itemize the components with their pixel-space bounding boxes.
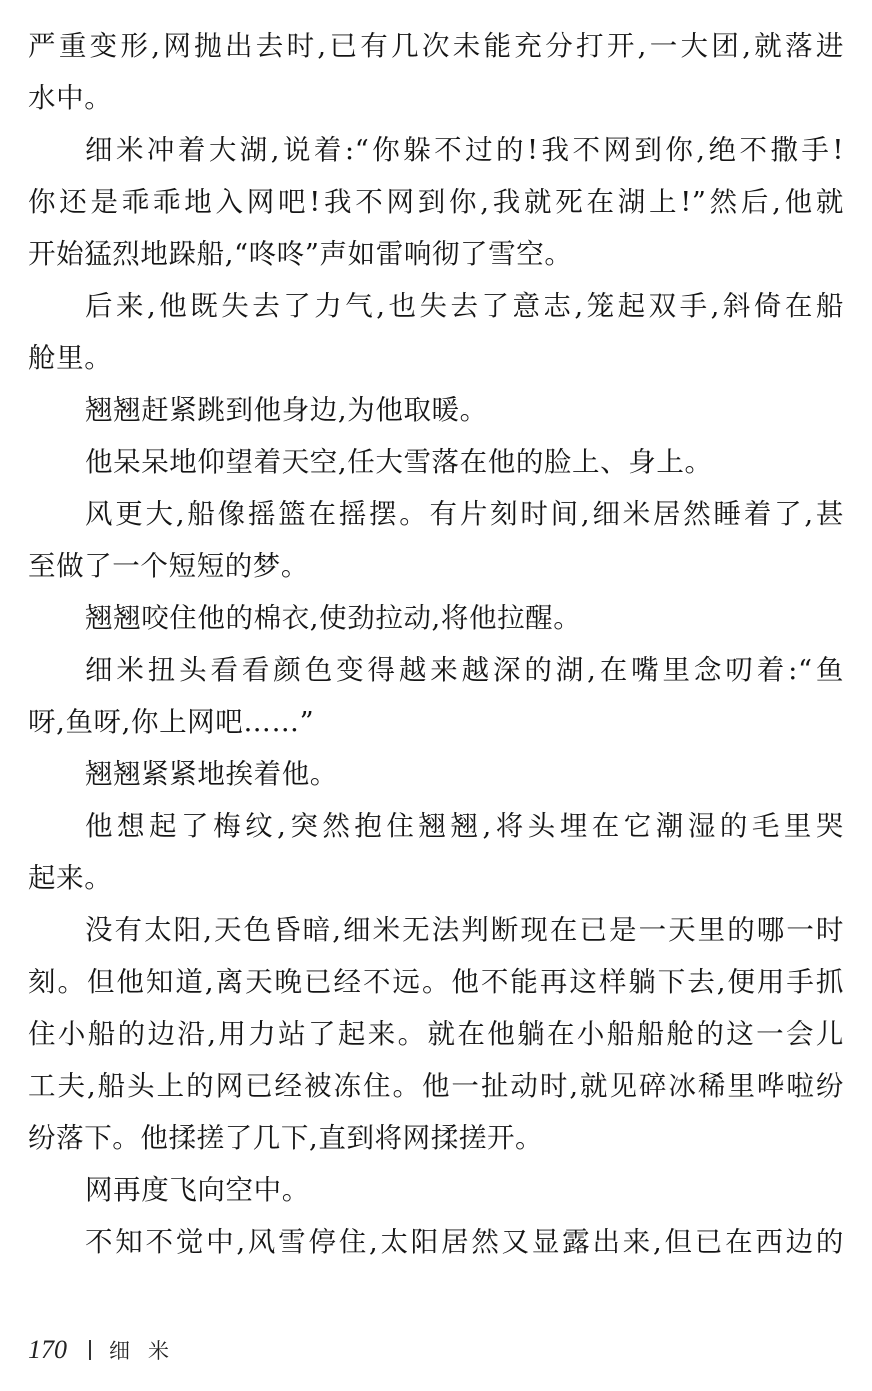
text-line: 住小船的边沿,用力站了起来。就在他躺在小船船舱的这一会儿 — [28, 1018, 844, 1050]
text-line: 后来,他既失去了力气,也失去了意志,笼起双手,斜倚在船 — [85, 290, 844, 322]
text-line: 你还是乖乖地入网吧!我不网到你,我就死在湖上!”然后,他就 — [28, 186, 844, 218]
text-line: 纷落下。他揉搓了几下,直到将网揉搓开。 — [28, 1122, 544, 1154]
text-line: 他呆呆地仰望着天空,任大雪落在他的脸上、身上。 — [85, 446, 713, 478]
text-line: 翘翘咬住他的棉衣,使劲拉动,将他拉醒。 — [85, 602, 582, 634]
text-line: 翘翘紧紧地挨着他。 — [85, 758, 338, 790]
text-line: 开始猛烈地跺船,“咚咚”声如雷响彻了雪空。 — [28, 238, 573, 270]
text-line: 风更大,船像摇篮在摇摆。有片刻时间,细米居然睡着了,甚 — [85, 498, 844, 530]
page-footer — [28, 1330, 187, 1370]
running-title: 细米 — [109, 1339, 187, 1363]
footer-divider — [89, 1340, 91, 1360]
text-line: 翘翘赶紧跳到他身边,为他取暖。 — [85, 394, 488, 426]
text-line: 严重变形,网抛出去时,已有几次未能充分打开,一大团,就落进 — [28, 30, 844, 62]
text-line: 工夫,船头上的网已经被冻住。他一扯动时,就见碎冰稀里哗啦纷 — [28, 1070, 844, 1102]
text-line: 起来。 — [28, 862, 113, 894]
text-line: 不知不觉中,风雪停住,太阳居然又显露出来,但已在西边的 — [85, 1226, 844, 1258]
text-line: 没有太阳,天色昏暗,细米无法判断现在已是一天里的哪一时 — [85, 914, 844, 946]
text-line: 他想起了梅纹,突然抱住翘翘,将头埋在它潮湿的毛里哭 — [85, 810, 844, 842]
text-line: 细米扭头看看颜色变得越来越深的湖,在嘴里念叨着:“鱼 — [85, 654, 844, 686]
text-line: 刻。但他知道,离天晚已经不远。他不能再这样躺下去,便用手抓 — [28, 966, 844, 998]
text-line: 至做了一个短短的梦。 — [28, 550, 309, 582]
text-line: 细米冲着大湖,说着:“你躲不过的!我不网到你,绝不撒手! — [85, 134, 844, 166]
text-line: 舱里。 — [28, 342, 113, 374]
page-number: 170 — [28, 1335, 67, 1364]
text-line: 网再度飞向空中。 — [85, 1174, 310, 1206]
text-line: 水中。 — [28, 82, 113, 114]
text-line: 呀,鱼呀,你上网吧……” — [28, 706, 315, 738]
